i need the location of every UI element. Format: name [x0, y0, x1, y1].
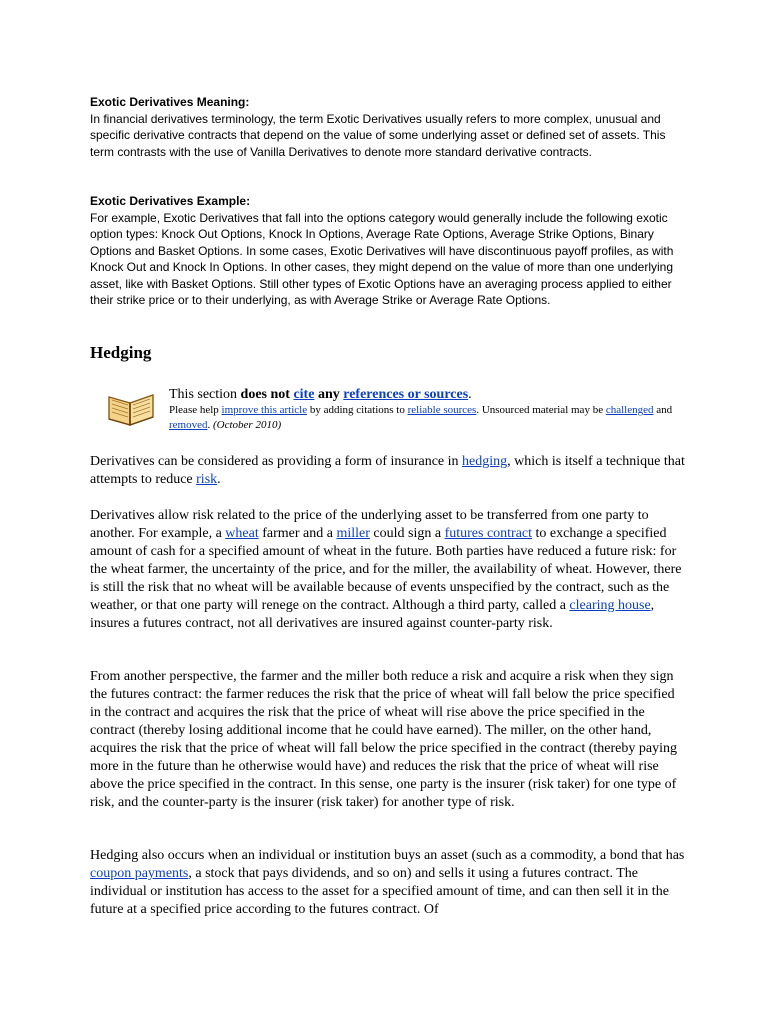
- exotic-example-section: [90, 193, 688, 309]
- removed-link[interactable]: removed: [169, 419, 208, 431]
- hedging-paragraph-4: Hedging also occurs when an individual or institution buys an asset (such as a commodity, a bond that has coupon payments, a stock that pays dividends, and so on) and sells it using a futures contract. The individual or institution has access to the asset for a specified amount of time, and can then sell it in the future at a specified price according to the futures contract. Of: [90, 848, 685, 917]
- open-book-icon: [106, 387, 156, 427]
- notice-text: [169, 386, 679, 433]
- risk-link[interactable]: risk: [196, 472, 218, 487]
- hedging-paragraph-1: Derivatives can be considered as providing a form of insurance in hedging, which is itself a technique that attempts to reduce risk.: [90, 454, 685, 487]
- references-or-sources-link[interactable]: references or sources: [343, 387, 469, 402]
- futures-contract-link[interactable]: futures contract: [444, 526, 533, 541]
- coupon-payments-link[interactable]: coupon payments: [90, 866, 189, 881]
- exotic-meaning-heading: Exotic Derivatives Meaning:: [90, 95, 250, 109]
- hedging-paragraph-3: From another perspective, the farmer and the miller both reduce a risk and acquire a risk when they sign the futures contract: the farmer reduces the risk that the price of wheat will fall below the price specified in the contract and acquires the risk that the price of wheat will rise above the price specified in the contract (thereby losing additional income that he could have earned). The miller, on the other hand, acquires the risk that the price of wheat will fall below the price specified in the contract (thereby paying more in the future than he otherwise would have) and reduces the risk that the price of wheat will rise above the price specified in the contract. In this sense, one party is the insurer (risk taker) for one type of risk, and the counter-party is the insurer (risk taker) for another type of risk.: [90, 669, 677, 810]
- wheat-link[interactable]: wheat: [225, 526, 259, 541]
- clearing-house-link[interactable]: clearing house: [569, 598, 651, 613]
- cite-link[interactable]: cite: [293, 387, 315, 402]
- exotic-example-body: For example, Exotic Derivatives that fall into the options category would generally include the following exotic option types: Knock Out Options, Knock In Options, Average Rate Options, Average Strike Options, Binary Options and Basket Options. In some cases, Exotic Derivatives will have discontinuous payoff profiles, as with Knock Out and Knock In Options. In other cases, they might depend on the value of more than one underlying asset, like with Basket Options. Still other types of Exotic Options have an averaging process applied to either their strike price or to their underlying, as with Average Strike or Average Rate Options.: [90, 210, 674, 307]
- improve-this-article-link[interactable]: improve this article: [221, 404, 308, 416]
- exotic-meaning-section: [90, 94, 688, 160]
- hedging-link[interactable]: hedging: [462, 454, 508, 469]
- unreferenced-notice: [100, 381, 680, 437]
- notice-title: This section does not cite any references or sources.: [169, 387, 472, 402]
- hedging-paragraph-2: Derivatives allow risk related to the price of the underlying asset to be transferred from one party to another. For example, a wheat farmer and a miller could sign a futures contract to exchange a specified amount of cash for a specified amount of wheat in the future. Both parties have reduced a future risk: for the wheat farmer, the uncertainty of the price, and for the miller, the availability of wheat. However, there is still the risk that no wheat will be available because of events unspecified by the contract, such as the weather, or that one party will renege on the contract. Although a third party, called a clearing house, insures a futures contract, not all derivatives are insured against counter-party risk.: [90, 508, 682, 631]
- exotic-meaning-body: In financial derivatives terminology, the term Exotic Derivatives usually refers to more complex, unusual and specific derivative contracts that depend on the value of some underlying asset or defined set of assets. This term contrasts with the use of Vanilla Derivatives to denote more standard derivative contracts.: [90, 111, 666, 159]
- challenged-link[interactable]: challenged: [605, 404, 654, 416]
- notice-subtext: Please help improve this article by adding citations to reliable sources. Unsourced material may be challenged and removed. (October 2010): [169, 404, 673, 431]
- exotic-example-heading: Exotic Derivatives Example:: [90, 194, 251, 208]
- hedging-heading: Hedging: [90, 343, 152, 362]
- reliable-sources-link[interactable]: reliable sources: [407, 404, 477, 416]
- miller-link[interactable]: miller: [336, 526, 370, 541]
